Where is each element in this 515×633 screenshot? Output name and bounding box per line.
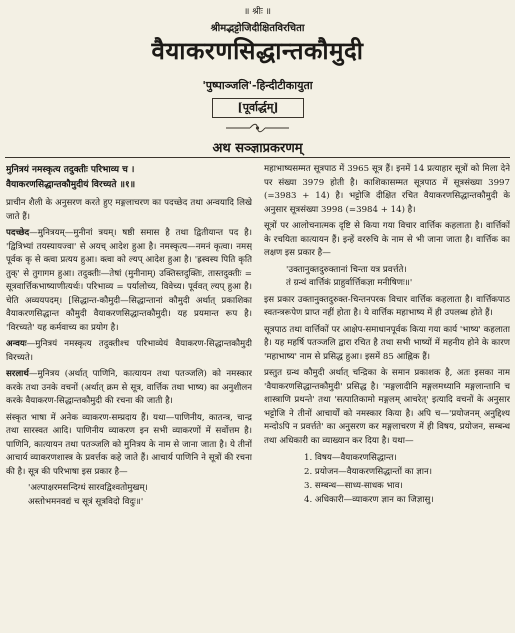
invocation: ॥ श्रीः ॥ — [243, 7, 272, 17]
varttika-paragraph: सूत्रों पर आलोचनात्मक दृष्टि से किया गया विचार वार्त्तिक कहलाता है। वार्त्तिकों के रचयिता कात्यायन हैं। इन्हें वररुचि के नाम से भी जाना जाता है। वार्त्तिक का लक्षण इस प्रकार है— — [264, 221, 510, 258]
list-item: 2. प्रयोजन—वैयाकरणसिद्धान्तों का ज्ञान। — [304, 467, 433, 477]
verse-line: तं ग्रन्थं वार्त्तिकं प्राहुर्वार्त्तिकज्ञा मनीषिणः॥' — [286, 278, 413, 288]
part-label: [पूर्वार्द्धम्] — [212, 98, 304, 118]
sutra-definition-verse — [6, 482, 252, 509]
bhashya-paragraph: सूत्रपाठ तथा वार्त्तिकों पर आक्षेप-समाधानपूर्वक किया गया कार्य 'भाष्य' कहलाता है। यह महर्षि पतञ्जलि द्वारा रचित है तथा सभी भाष्यों में महनीय होने के कारण 'महाभाष्य' नाम से प्रसिद्ध हुआ। इसमें 85 आह्निक हैं। — [264, 324, 510, 362]
book-subtitle: 'पुष्पाञ्जलि'-हिन्दीटीकायुता — [202, 79, 313, 92]
left-column — [6, 163, 252, 629]
verse-line: अस्तोभमनवद्यं च सूत्रं सूत्रविदो विदुः॥' — [28, 496, 144, 507]
section-rule — [5, 157, 510, 158]
verse-line: 'अल्पाक्षरमसन्दिग्धं सारवद्विश्वतोमुखम्। — [28, 483, 148, 493]
verse-line: 'उक्तानुक्तदुरुक्तानां चिन्ता यत्र प्रवर्त्तते। — [286, 264, 407, 275]
opening-verse — [6, 163, 252, 193]
grammar-schools-paragraph: संस्कृत भाषा में अनेक व्याकरण-सम्प्रदाय हैं। यथा—पाणिनीय, कातन्त्र, चान्द्र तथा सारस्वत आदि। पाणिनीय व्याकरण इन सभी व्याकरणों में सर्वोत्तम है। पाणिनि, कात्यायन तथा पतञ्जलि को मुनित्रय के नाम से जाना जाता है। ये तीनों आचार्य व्याकरणशास्त्र के प्रवर्त्तक कहे जाते हैं। आचार्य पाणिनि ने सूत्रों की रचना की है। सूत्र की परिभाषा इस प्रकार है— — [6, 412, 252, 477]
kaumudi-paragraph: प्रस्तुत ग्रन्थ कौमुदी अर्थात् चन्द्रिका के समान प्रकाशक है, अतः इसका नाम 'वैयाकरणसिद्धान्तकौमुदी' प्रसिद्ध है। 'मङ्गलादीनि मङ्गलमध्यानि मङ्गलान्तानि च शास्त्राणि प्रथन्ते' तथा 'सत्पातिकामो मङ्गलम् आचरेत्' इत्यादि वचनों के अनुसार भट्टोजि ने तीनों आचार्यों को नमस्कार किया है। अपि च—'प्रयोजनम् अनुद्दिश्य मन्दोऽपि न प्रवर्त्तते' का अनुसरण कर मङ्गलाचरण में ही विषय, प्रयोजन, सम्बन्ध तथा अधिकारी का व्याख्यान कर दिया है। यथा— — [264, 368, 510, 446]
list-item: 1. विषय—वैयाकरणसिद्धान्त। — [304, 453, 397, 463]
intro-paragraph: प्राचीन शैली के अनुसरण करते हुए मङ्गलाचरण का पदच्छेद तथा अन्वयादि लिखे जाते हैं। — [6, 198, 252, 222]
sutra-count-paragraph: महाभाष्यसम्मत सूत्रपाठ में 3965 सूत्र हैं। इनमें 14 प्रत्याहार सूत्रों को मिला देने पर संख्या 3979 होती है। काशिकासम्मत सूत्रपाठ में सूत्रसंख्या 3997 (=3983 + 14) है। भट्टोजि दीक्षित रचित वैयाकरणसिद्धान्तकौमुदी के अनुसार सूत्रसंख्या 3998 (=3984 + 14) है। — [264, 164, 510, 215]
anvaya-paragraph — [6, 338, 252, 365]
saralartha-paragraph — [6, 368, 252, 409]
book-title: वैयाकरणसिद्धान्तकौमुदी — [151, 36, 364, 65]
section-heading: अथ सञ्ज्ञाप्रकरणम् — [212, 141, 303, 156]
right-column — [264, 163, 510, 629]
list-item: 3. सम्बन्ध—साध्य-साधक भाव। — [304, 481, 403, 491]
ornament-divider — [0, 122, 515, 134]
varttika-definition-verse — [264, 264, 510, 291]
varttika-explanation-paragraph: इस प्रकार उक्तानुक्तदुरुक्त-चिन्तनपरक विचार वार्त्तिक कहलाता है। वार्त्तिकपाठ स्वतन्त्ररूपेण प्राप्त नहीं होता है। ये वार्त्तिक महाभाष्य में ही उपलब्ध होते हैं। — [264, 294, 510, 318]
padaccheda-text: —मुनित्रयम्—मुनीनां त्रयम्। षष्ठी समास है तथा द्वितीयान्त पद है। 'द्वित्रिभ्यां तयस्यायज्वा' से अयच् आदेश हुआ है। नमस्कृत्य—नमनं कृत्वा। नमस् पूर्वक कृ से क्त्वा प्रत्यय हुआ। क्त्वा को ल्यप् आदेश हुआ है। 'ह्रस्वस्य पिति कृति तुक्' से तुगागम हुआ। तदुक्तीः—तेषां (मुनीनाम्) उक्तिस्तदुक्तिः, तास्तदुक्तीः = सूत्रवार्त्तिकभाष्याणीत्यर्थः। परिभाव्य = पर्यालोच्य, विवेच्य। पूर्ववत् ल्यप् हुआ है। चेति अव्ययपदम्। [सिद्धान्त-कौमुदी—सिद्धान्तानां कौमुदी अर्थात् प्रकाशिका वैयाकरणसिद्धान्त कौमुदी वैयाकरणसिद्धान्तकौमुदी। यह प्रयमान्त रूप है। 'विरच्यते' यह कर्मवाच्य का प्रयोग है। — [6, 228, 252, 333]
padaccheda-heading: पदच्छेद — [6, 228, 30, 238]
author-line: श्रीमद्भट्टोजिदीक्षितविरचिता — [210, 23, 305, 34]
anubandha-list — [264, 451, 510, 507]
anvaya-text: —मुनित्रयं नमस्कृत्य तदुक्तीश्च परिभाव्येयं वैयाकरण-सिद्धान्तकौमुदी विरच्यते। — [6, 339, 252, 363]
list-item: 4. अधिकारी—व्याकरण ज्ञान का जिज्ञासु। — [304, 495, 434, 505]
verse-line: मुनित्रयं नमस्कृत्य तदुक्तीः परिभाव्य च । — [6, 165, 135, 175]
saralartha-heading: सरलार्थ — [6, 369, 29, 379]
anvaya-heading: अन्वयः — [6, 339, 27, 349]
padaccheda-paragraph — [6, 227, 252, 335]
verse-line: वैयाकरणसिद्धान्तकौमुदीयं विरच्यते ॥१॥ — [6, 180, 136, 190]
saralartha-text: —मुनित्रय (अर्थात् पाणिनि, कात्यायन तथा पतञ्जलि) को नमस्कार करके तथा उनके वचनों (अर्थात् क्रम से सूत्र, वार्त्तिक तथा भाष्य) का अनुशीलन करके वैयाकरण-सिद्धान्तकौमुदी की रचना की जाती है। — [6, 369, 252, 406]
